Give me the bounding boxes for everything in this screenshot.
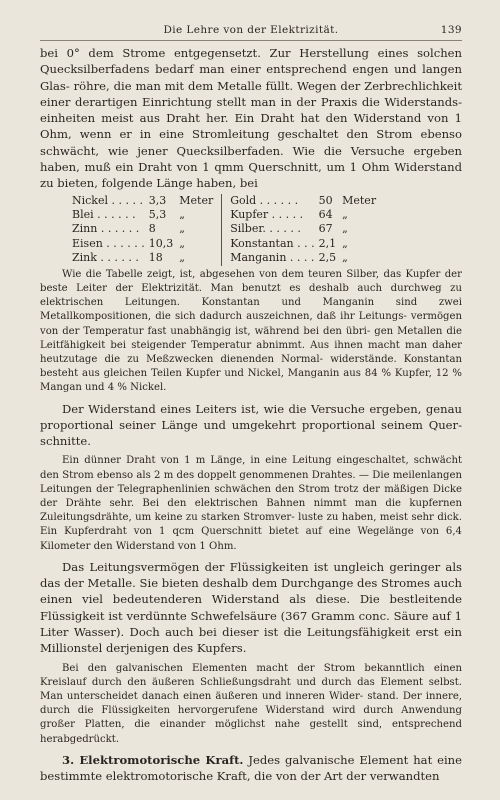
metal-name: Zink . . . . . . [72,251,139,265]
metal-name: Gold . . . . . . [230,193,299,207]
text-line: Manganin aus 84 % Kupfer, 12 % Mangan und 4 % Nickel. [40,368,462,394]
length-unit: „ [342,208,348,222]
length-value: 2,1 [318,236,337,250]
text-line: 1 Ohm, wenn er in eine Stromleitung geschaltet den Strom ebenso [40,111,462,142]
text-line: selbst. Man unterscheidet danach einen äußeren und inneren Wider- [40,676,462,703]
length-unit: „ [342,236,348,250]
text-line: durchweg zu elektrischen Leitungen. Konstantan und Manganin sind [40,282,462,309]
running-title: Die Lehre von der Elektrizität. [163,24,339,36]
metal-name: Eisen . . . . . . [72,236,145,250]
text-line: einen Kreislauf durch den äußeren Schließungsdraht und durch das Element [40,662,462,688]
paragraph-intro [40,45,462,192]
text-line: muß ein Draht von 1 qmm Querschnitt, um 1 Ohm Widerstand zu [40,160,463,191]
page-number: 139 [440,24,462,36]
text-line: schwächt den Strom ebenso als 2 m des doppelt genommenen Drahtes. — [40,455,462,481]
text-line: Flüssigkeit ist verdünnte Schwefelsäure (367 Gramm conc. Säure auf [40,608,451,623]
length-unit: Meter [173,194,221,208]
text-line: entsprechend herabgedrückt. [40,719,462,745]
length-value: 67 [318,222,333,236]
text-line: bieten, folgende Länge haben, bei [57,176,258,191]
text-line: einheiten meist aus Draht her. Ein Draht hat den Widerstand von [40,111,449,126]
length-value: 50 [318,193,333,207]
section-heading: 3. Elektromotorische Kraft. [62,752,244,767]
text-line: das der Metalle. Sie bieten deshalb dem Durchgange des Stromes [40,576,430,591]
length-unit: Meter [342,193,377,207]
table-row [72,251,376,265]
text-line: nimmt man die kupfernen Zuleitungsdrähte, um keine zu starken Stromver- [40,498,462,524]
text-line: Wie die Tabelle zeigt, ist, abgesehen von dem teuren Silber, das [62,268,402,280]
text-line: Der Widerstand eines Leiters ist, wie die Versuche ergeben, genau [62,401,462,416]
length-unit: „ [342,222,348,236]
paragraph-galvanic [40,662,462,747]
length-unit: „ [173,208,221,222]
text-line: ihnen macht man daher heutzutage die zu Meßzwecken dienenden Normal- [40,339,463,365]
text-line: Millionstel derjenigen des Kupfers. [40,641,247,656]
length-value: 18 [148,251,163,265]
text-line: Ein dünner Draht von 1 m Länge, in eine Leitung eingeschaltet, [62,455,409,467]
text-line: Quecksilberfadens bedarf man einer entsprechend engen und langen Glas- [40,62,462,93]
text-line: Das Leitungsvermögen der Flüssigkeiten ist ungleich geringer als [62,559,462,574]
metal-name: Manganin . . . . [230,251,315,265]
text-line: bei 0° dem Strome entgegensetzt. Zur Herstellung eines solchen [40,46,462,60]
text-line: schwächt, wie jener Quecksilberfaden. Wie die Versuche ergeben haben, [40,143,462,175]
text-line: durch Anwendung großer Platten, die einander möglichst nahe gestellt sind, [40,705,462,731]
metal-name: Blei . . . . . . [72,208,136,222]
running-header [40,22,462,41]
text-line: Die meilenlangen Leitungen der Telegraphenlinien schwächen den Strom [40,469,462,495]
text-line: zwei Metallkompositionen, die sich dadurch auszeichnen, daß ihr Leitungs- [40,297,462,323]
metal-name: Silber. . . . . . [230,222,301,236]
text-line: widerstände. Konstantan besteht aus gleichen Teilen Kupfer und Nickel, [40,353,462,380]
metal-name: Konstantan . . . [230,236,315,250]
table-row [72,222,376,236]
length-unit: „ [173,222,221,236]
text-line: röhre, die man mit dem Metalle füllt. Wegen der Zerbrechlichkeit [73,78,463,93]
metal-name: Nickel . . . . . [72,193,143,207]
text-line: gen Metallen die Leitfähigkeit bei steigender Temperatur abnimmt. Aus [40,325,462,351]
metal-name: Zinn . . . . . . [72,222,140,236]
length-unit: „ [342,251,348,265]
length-unit: „ [173,251,221,265]
text-line: Jedes galvanische Element hat eine [248,752,463,767]
text-line: trotz der mäßigen Dicke der Drähte sehr. Bei den elektrischen Bahnen [40,483,462,510]
text-line: Bei den galvanischen Elementen macht der Strom bekanntlich [62,662,425,674]
table-row [72,208,376,222]
text-line: bietet auf eine Wegelänge von 6,4 Kilometer den Widerstand von 1 Ohm. [40,526,462,552]
text-line: einer derartigen Einrichtung stellt man in der Praxis die Widerstands- [40,94,462,109]
table-row [72,237,376,251]
text-line: 1 Liter Wasser). Doch auch bei dieser ist die Leitungsfähigkeit erst ein [40,608,463,640]
metal-name: Kupfer . . . . . [230,208,304,222]
paragraph-table-note [40,268,462,396]
length-value: 8 [148,222,156,236]
text-line: Kupfer der beste Leiter der Elektrizität. Man benutzt es deshalb auch [40,268,462,294]
length-value: 10,3 [148,236,174,250]
resistance-length-table [72,194,376,266]
length-value: 2,5 [318,251,337,265]
section-elektromotorische-kraft [40,752,462,785]
text-line: vermögen von der Temperatur fast unabhängig ist, während bei den übri- [40,311,462,337]
text-line: bestimmte elektromotorische Kraft, die von der Art der verwandten [40,769,440,784]
length-value: 5,3 [148,208,167,222]
table-row [72,194,376,208]
text-line: proportional seiner Länge und umgekehrt proportional seinem Quer- [40,417,462,432]
text-line: auch einen viel bedeutenderen Widerstand als diese. Die bestleitende [40,576,463,607]
paragraph-liquids [40,559,462,657]
length-value: 3,3 [148,193,167,207]
text-line: schnitte. [40,434,91,449]
paragraph-resistance-law [40,401,462,450]
length-unit: „ [173,237,221,251]
text-line: stand. Der innere, durch die Flüssigkeiten hervorgerufene Widerstand wird [40,691,462,717]
text-line: luste zu haben, meist sehr dick. Ein Kupferdraht von 1 qcm Querschnitt [40,512,462,538]
paragraph-wire-examples [40,454,462,553]
length-value: 64 [318,208,333,222]
